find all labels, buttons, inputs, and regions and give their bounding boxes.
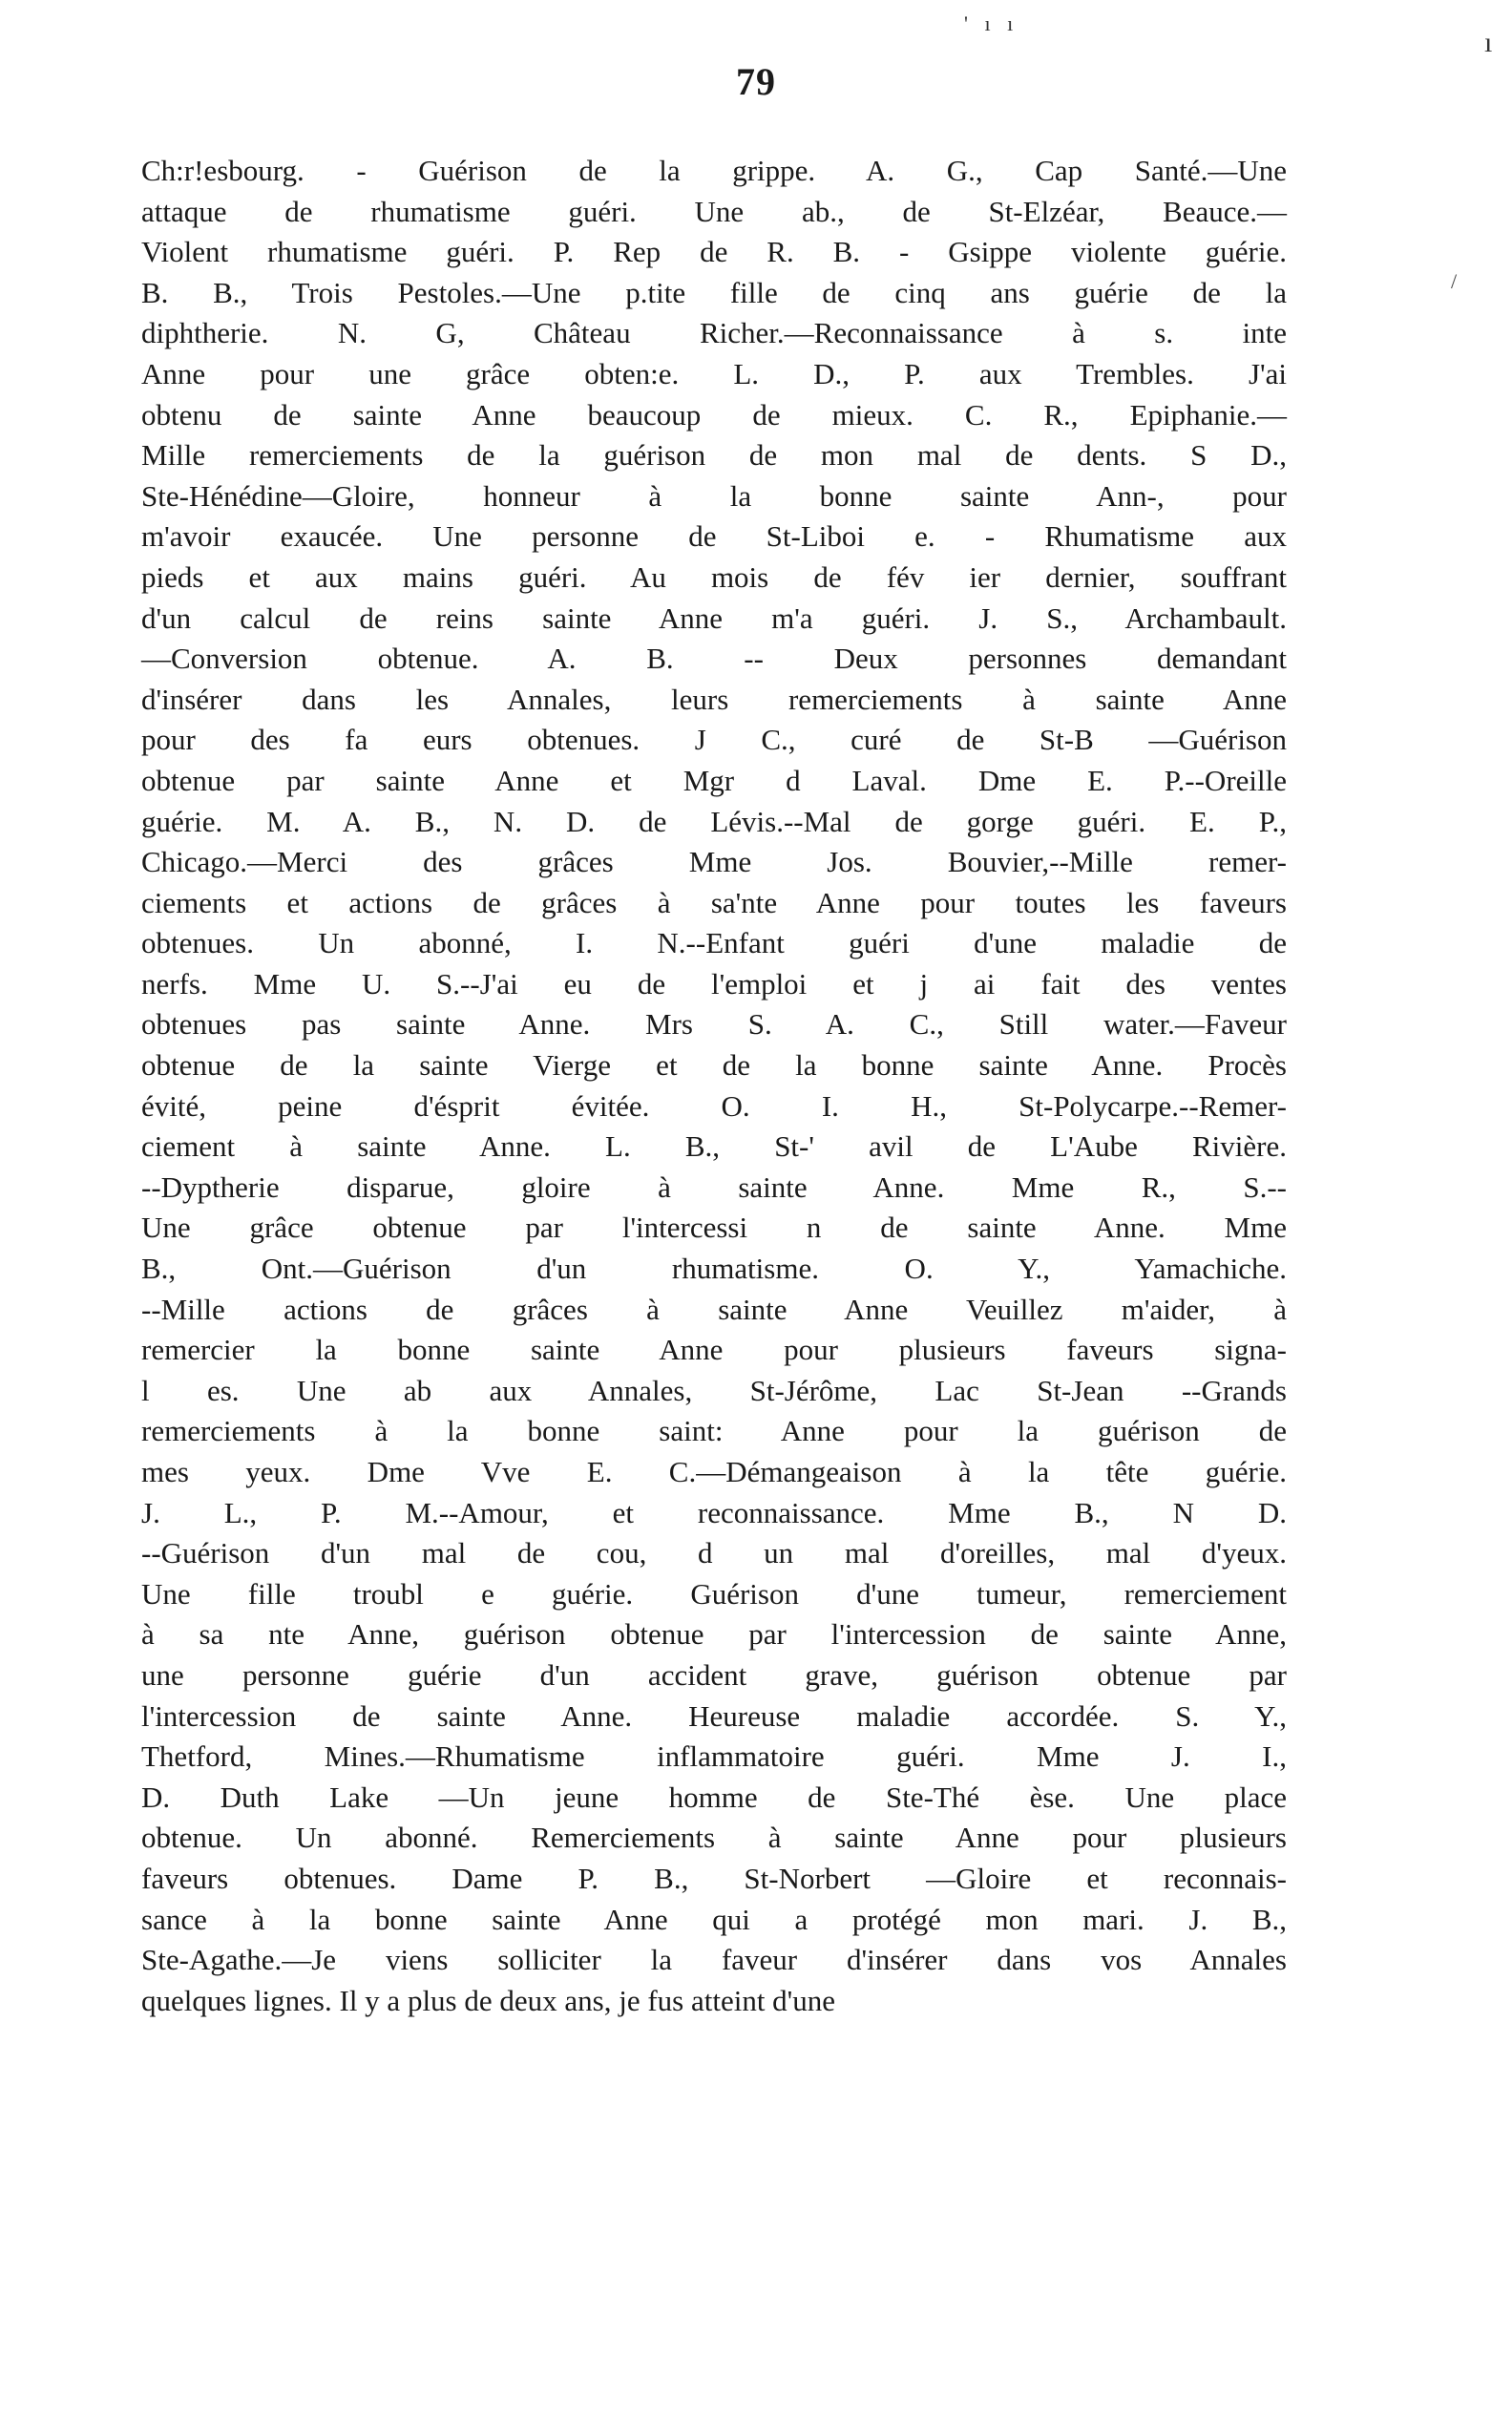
text-line: d'insérer dans les Annales, leurs remerciements à sainte Anne: [141, 682, 1287, 716]
stray-mark: /: [1451, 269, 1458, 293]
text-line: faveurs obtenues. Dame P. B., St-Norbert —Gloire et reconnais-: [141, 1861, 1287, 1895]
body-text: [141, 151, 1287, 2021]
corner-marks: ' ı ı: [964, 11, 1019, 35]
text-line: B. B., Trois Pestoles.—Une p.tite fille de cinq ans guérie de la: [141, 275, 1287, 309]
text-line: une personne guérie d'un accident grave, guérison obtenue par: [141, 1657, 1287, 1692]
text-line: obtenu de sainte Anne beaucoup de mieux. C. R., Epiphanie.—: [141, 397, 1287, 432]
text-line: d'un calcul de reins sainte Anne m'a guéri. J. S., Archambault.: [141, 600, 1287, 635]
text-line: obtenues. Un abonné, I. N.--Enfant guéri d'une maladie de: [141, 926, 1287, 960]
text-line: --Dyptherie disparue, gloire à sainte Anne. Mme R., S.--: [141, 1169, 1287, 1204]
text-line: nerfs. Mme U. S.--J'ai eu de l'emploi et j ai fait des ventes: [141, 966, 1287, 1001]
text-line: Anne pour une grâce obten:e. L. D., P. aux Trembles. J'ai: [141, 356, 1287, 390]
text-line: mes yeux. Dme Vve E. C.—Démangeaison à la tête guérie.: [141, 1455, 1287, 1488]
text-line: remerciements à la bonne saint: Anne pour la guérison de: [141, 1414, 1287, 1448]
text-line: sance à la bonne sainte Anne qui a protégé mon mari. J. B.,: [141, 1902, 1287, 1936]
text-line: évité, peine d'ésprit évitée. O. I. H., St-Polycarpe.--Remer-: [141, 1088, 1287, 1123]
text-line: Mille remerciements de la guérison de mon mal de dents. S D.,: [141, 438, 1287, 473]
text-line: Chicago.—Merci des grâces Mme Jos. Bouvier,--Mille remer-: [141, 845, 1287, 879]
text-line: --Mille actions de grâces à sainte Anne Veuillez m'aider, à: [141, 1292, 1287, 1326]
text-line: l'intercession de sainte Anne. Heureuse maladie accordée. S. Y.,: [141, 1698, 1287, 1733]
text-line: obtenue par sainte Anne et Mgr d Laval. Dme E. P.--Oreille: [141, 763, 1287, 797]
text-line: guérie. M. A. B., N. D. de Lévis.--Mal de gorge guéri. E. P.,: [141, 804, 1287, 838]
text-line: Thetford, Mines.—Rhumatisme inflammatoire guéri. Mme J. I.,: [141, 1739, 1287, 1774]
text-line: —Conversion obtenue. A. B. -- Deux personnes demandant: [141, 642, 1287, 676]
text-line: D. Duth Lake —Un jeune homme de Ste-Thé èse. Une place: [141, 1780, 1287, 1814]
text-line: obtenue. Un abonné. Remerciements à sainte Anne pour plusieurs: [141, 1821, 1287, 1855]
text-line: quelques lignes. Il y a plus de deux ans, je fus atteint d'une: [141, 1983, 836, 2017]
text-line: l es. Une ab aux Annales, St-Jérôme, Lac St-Jean --Grands: [141, 1373, 1287, 1407]
text-line: à sa nte Anne, guérison obtenue par l'intercession de sainte Anne,: [141, 1617, 1287, 1652]
text-line: Ste-Agathe.—Je viens solliciter la faveur d'insérer dans vos Annales: [141, 1943, 1287, 1977]
text-line: Ch:r!esbourg. - Guérison de la grippe. A. G., Cap Santé.—Une: [141, 154, 1287, 187]
text-line: ciement à sainte Anne. L. B., St-' avil de L'Aube Rivière.: [141, 1129, 1287, 1164]
text-line: attaque de rhumatisme guéri. Une ab., de St-Elzéar, Beauce.—: [141, 194, 1287, 228]
text-line: ciements et actions de grâces à sa'nte Anne pour toutes les faveurs: [141, 885, 1287, 919]
text-line: J. L., P. M.--Amour, et reconnaissance. Mme B., N D.: [141, 1495, 1287, 1529]
text-line: pieds et aux mains guéri. Au mois de fév ier dernier, souffrant: [141, 559, 1287, 594]
text-line: pour des fa eurs obtenues. J C., curé de St-B —Guérison: [141, 723, 1287, 757]
text-line: Une fille troubl e guérie. Guérison d'une tumeur, remerciement: [141, 1576, 1287, 1611]
text-line: Violent rhumatisme guéri. P. Rep de R. B. - Gsippe violente guérie.: [141, 235, 1287, 269]
text-line: remercier la bonne sainte Anne pour plusieurs faveurs signa-: [141, 1333, 1287, 1367]
text-line: obtenue de la sainte Vierge et de la bonne sainte Anne. Procès: [141, 1048, 1287, 1083]
text-line: Ste-Hénédine—Gloire, honneur à la bonne sainte Ann-, pour: [141, 478, 1287, 513]
text-line: diphtherie. N. G, Château Richer.—Reconnaissance à s. inte: [141, 316, 1287, 350]
edge-mark: ı: [1484, 27, 1493, 58]
text-line: Une grâce obtenue par l'intercessi n de sainte Anne. Mme: [141, 1211, 1287, 1245]
text-line: m'avoir exaucée. Une personne de St-Liboi e. - Rhumatisme aux: [141, 519, 1287, 554]
text-line: --Guérison d'un mal de cou, d un mal d'oreilles, mal d'yeux.: [141, 1536, 1287, 1570]
text-line: B., Ont.—Guérison d'un rhumatisme. O. Y., Yamachiche.: [141, 1252, 1287, 1286]
page-number: 79: [736, 60, 776, 103]
text-line: obtenues pas sainte Anne. Mrs S. A. C., Still water.—Faveur: [141, 1007, 1287, 1042]
